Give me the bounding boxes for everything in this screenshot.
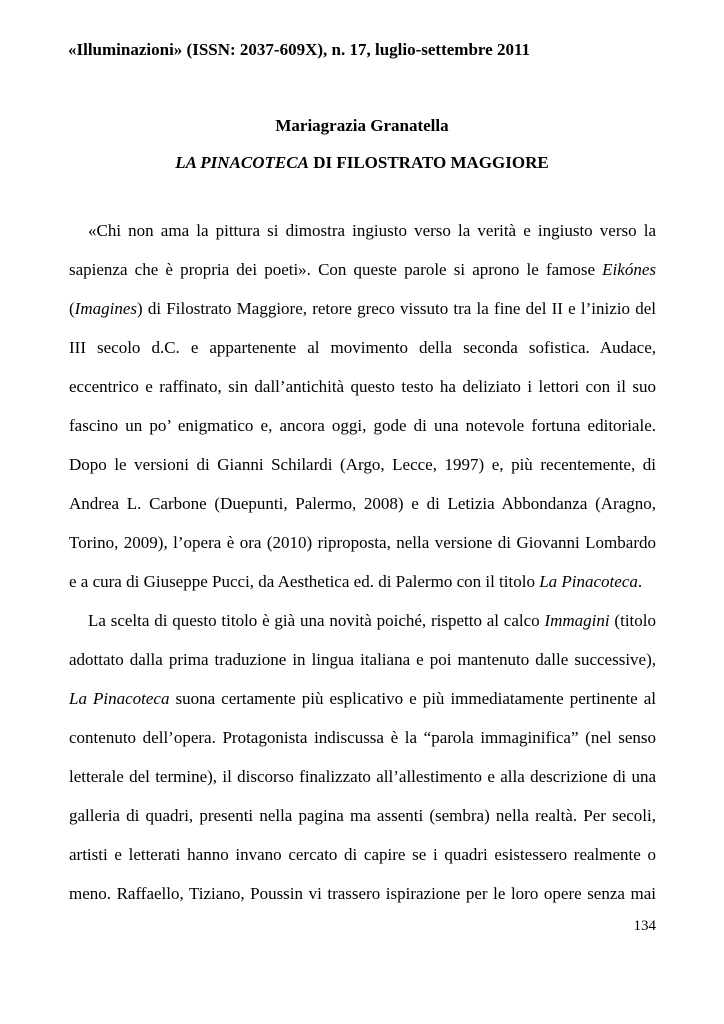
text-line: Torino, 2009), l’opera è ora (2010) riproposta, nella versione di Giovanni Lombardo (69, 533, 656, 552)
paragraph-2 (69, 601, 656, 913)
text-line: La scelta di questo titolo è già una novità poiché, rispetto al calco Immagini (titolo (88, 611, 656, 630)
text-line: letterale del termine), il discorso finalizzato all’allestimento e alla descrizione di una (69, 767, 656, 786)
text-line: III secolo d.C. e appartenente al movimento della seconda sofistica. Audace, (69, 338, 656, 357)
journal-header: «Illuminazioni» (ISSN: 2037-609X), n. 17, luglio-settembre 2011 (68, 40, 531, 59)
text-line: fascino un po’ enigmatico e, ancora oggi, gode di una notevole fortuna editoriale. (69, 416, 656, 435)
article-body (69, 211, 656, 913)
text-line: e a cura di Giuseppe Pucci, da Aesthetica ed. di Palermo con il titolo La Pinacoteca. (69, 572, 643, 591)
text-line: sapienza che è propria dei poeti». Con queste parole si aprono le famose Eikónes (69, 260, 656, 279)
paragraph-1 (69, 211, 656, 601)
page-number: 134 (633, 918, 656, 934)
text-line: contenuto dell’opera. Protagonista indiscussa è la “parola immaginifica” (nel senso (69, 728, 656, 747)
article-title (0, 153, 724, 173)
title-rest: DI FILOSTRATO MAGGIORE (308, 153, 549, 172)
text-line: artisti e letterati hanno invano cercato di capire se i quadri esistessero realmente o (69, 845, 656, 864)
text-line: Dopo le versioni di Gianni Schilardi (Argo, Lecce, 1997) e, più recentemente, di (69, 455, 656, 474)
text-line: meno. Raffaello, Tiziano, Poussin vi trassero ispirazione per le loro opere senza mai (69, 884, 656, 903)
text-line: adottato dalla prima traduzione in lingua italiana e poi mantenuto dalle successive), (69, 650, 656, 669)
text-line: galleria di quadri, presenti nella pagina ma assenti (sembra) nella realtà. Per secoli, (69, 806, 656, 825)
article-author: Mariagrazia Granatella (275, 116, 449, 135)
text-line: «Chi non ama la pittura si dimostra ingiusto verso la verità e ingiusto verso la (88, 221, 656, 240)
text-line: (Imagines) di Filostrato Maggiore, retore greco vissuto tra la fine del II e l’inizio del (69, 299, 656, 318)
text-line: Andrea L. Carbone (Duepunti, Palermo, 2008) e di Letizia Abbondanza (Aragno, (69, 494, 656, 513)
text-line: La Pinacoteca suona certamente più esplicativo e più immediatamente pertinente al (69, 689, 657, 708)
title-italic: LA PINACOTECA (175, 153, 309, 172)
text-line: eccentrico e raffinato, sin dall’antichità questo testo ha deliziato i lettori con il suo (69, 377, 656, 396)
